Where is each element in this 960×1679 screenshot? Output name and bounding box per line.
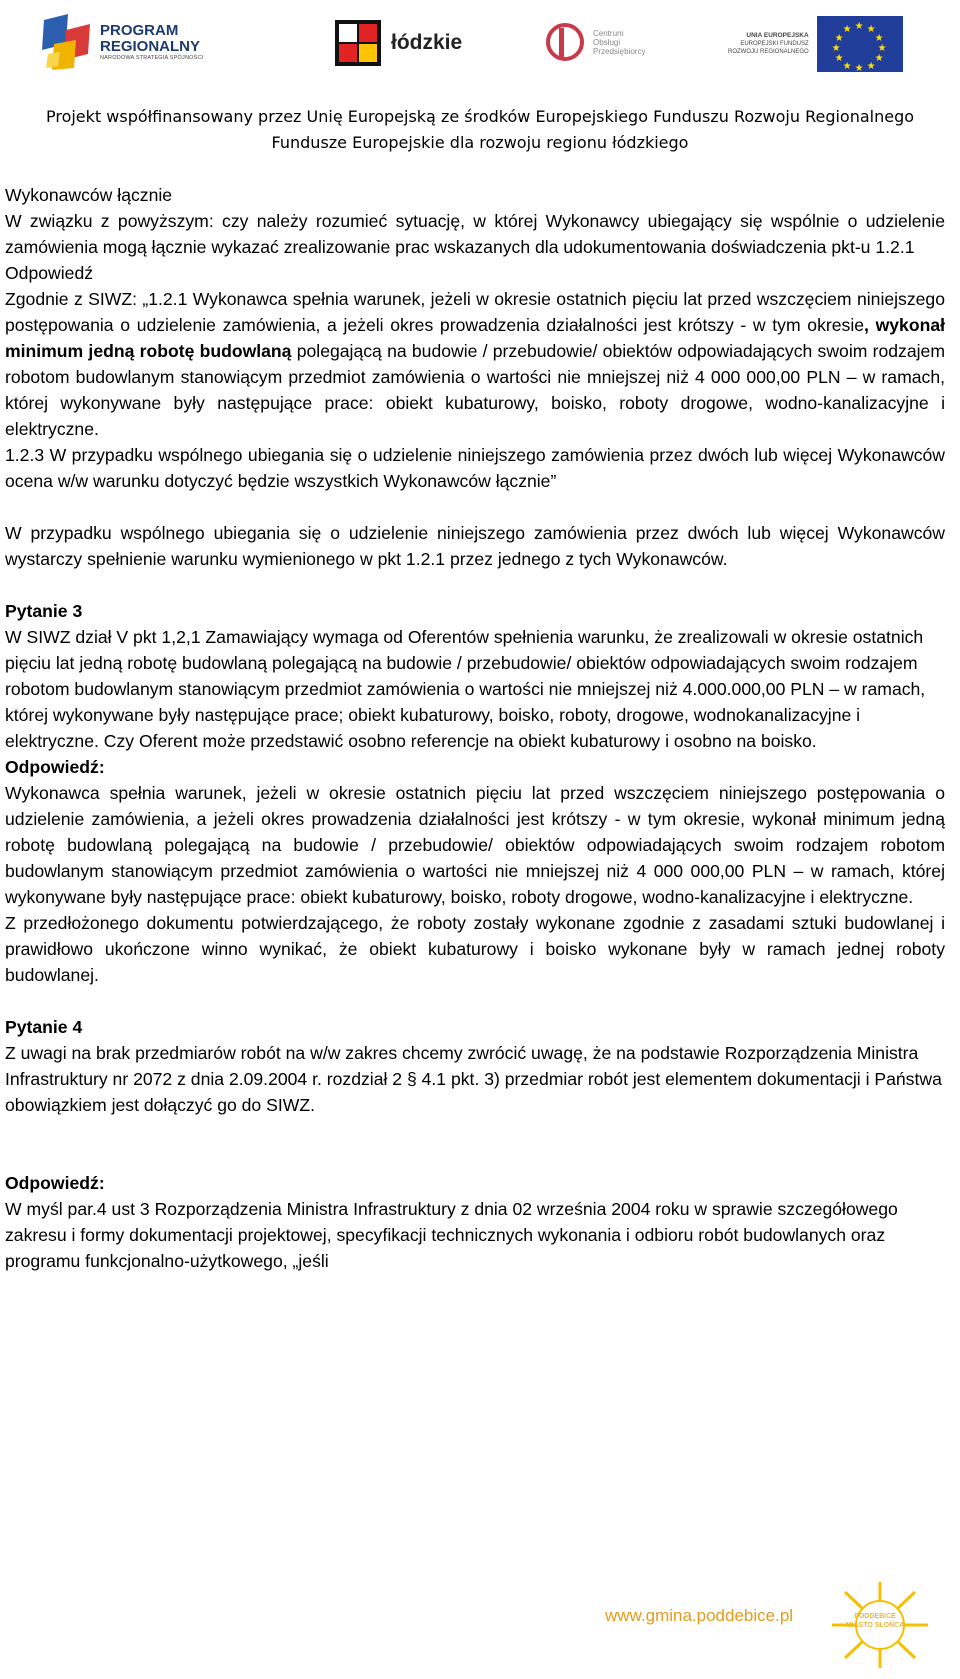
coi-line3: Przedsiębiorcy (593, 46, 646, 56)
answer-heading: Odpowiedź (5, 263, 94, 283)
sun-logo-line2: MIASTO SŁOŃCA (845, 1622, 905, 1629)
eu-flag-icon: ★ ★ ★ ★ ★ ★ ★ ★ ★ ★ ★ ★ (817, 16, 903, 72)
coi-line2: Obsługi (593, 37, 621, 47)
program-regionalny-logo (40, 14, 203, 70)
program-line1: PROGRAM (100, 21, 179, 39)
cofinancing-line1: Projekt współfinansowany przez Unię Europejską ze środków Europejskiego Funduszu Rozwoju Regionalnego (45, 107, 915, 126)
eu-line1: UNIA EUROPEJSKA (746, 32, 809, 39)
answer-4-title: Odpowiedź: (5, 1173, 105, 1193)
question-4-title: Pytanie 4 (5, 1017, 83, 1037)
program-sub: NARODOWA STRATEGIA SPÓJNOŚCI (100, 54, 204, 61)
sun-logo-text (845, 1612, 905, 1630)
question-3-title: Pytanie 3 (5, 601, 83, 621)
cofinancing-line2: Fundusze Europejskie dla rozwoju regionu łódzkiego (271, 133, 689, 152)
logo-bar (0, 0, 960, 88)
program-line2: REGIONALNY (100, 37, 201, 55)
footer-url[interactable]: www.gmina.poddebice.pl (605, 1606, 794, 1625)
question-4-text: Z uwagi na brak przedmiarów robót na w/w zakres chcemy zwrócić uwagę, że na podstawie Rozporządzenia Ministra Infrastruktury nr 2072 z dnia 2.09.2004 r. rozdział 2 § 4.1 pkt. 3) przedmiar robót jest elementem dokumentacji i Państwa obowiązkiem jest dołączyć go do SIWZ. (5, 1043, 942, 1115)
siwz-quote-part3: polegającą na budowie / przebudowie/ obiektów odpowiadających swoim rodzajem robotom budowlanym stanowiącym przedmiot zamówienia o wartości nie mniejszej niż 4 000 000,00 PLN – w ramach, której wykonywane były następujące prace: obiekt kubaturowy, boisko, roboty drogowe, wodno-kanalizacyjne i elektryczne. (5, 341, 945, 439)
siwz-quote-bold: , wykonał minimum jedną robotę budowlaną (5, 315, 945, 361)
eu-line3: ROZWOJU REGIONALNEGO (728, 49, 809, 55)
sun-logo-line1: PODDĘBICE (854, 1613, 896, 1620)
footer (0, 1580, 960, 1679)
coi-mark-icon (545, 18, 585, 66)
eu-logo (728, 16, 903, 72)
cofinancing-header (0, 104, 960, 156)
coi-logo (545, 18, 645, 66)
document-body (5, 182, 945, 1274)
answer-3-text2: Z przedłożonego dokumentu potwierdzającego, że roboty zostały wykonane zgodnie z zasadami sztuki budowlanej i prawidłowo ukończone winno wynikać, że obiekt kubaturowy i boisko wykonane były w ramach jednej roboty budowlanej. (5, 913, 945, 985)
paragraph-question-cont: W związku z powyższym: czy należy rozumieć sytuację, w której Wykonawcy ubiegający się wspólnie o udzielenie zamówienia mogą łącznie wykazać zrealizowanie prac wskazanych dla udokumentowania doświadczenia pkt-u 1.2.1 (5, 211, 945, 257)
lodzkie-logo (335, 20, 462, 66)
paragraph-wykonawcow: Wykonawców łącznie (5, 185, 173, 205)
paragraph-1-2-3: 1.2.3 W przypadku wspólnego ubiegania się o udzielenie niniejszego zamówienia przez dwóch lub więcej Wykonawców ocena w/w warunku dotyczyć będzie wszystkich Wykonawców łącznie” (5, 445, 945, 491)
answer-3-text1: Wykonawca spełnia warunek, jeżeli w okresie ostatnich pięciu lat przed wszczęciem niniejszego postępowania o udzielenie zamówienia, a jeżeli okres prowadzenia działalności jest krótszy - w tym okresie, wykonał minimum jedną robotę budowlaną polegającą na budowie / przebudowie/ obiektów odpowiadających swoim rodzajem robotom budowlanym stanowiącym przedmiot zamówienia o wartości nie mniejszej niż 4 000 000,00 PLN – w ramach, której wykonywane były następujące prace: obiekt kubaturowy, boisko, roboty drogowe, wodno-kanalizacyjne i elektryczne. (5, 783, 945, 907)
eu-line2: EUROPEJSKI FUNDUSZ (740, 41, 809, 47)
lodzkie-mark-icon (335, 20, 381, 66)
paragraph-siwz-quote (5, 286, 945, 442)
siwz-quote-part1: Zgodnie z SIWZ: „1.2.1 Wykonawca spełnia warunek, jeżeli w okresie ostatnich pięciu lat przed wszczęciem niniejszego postępowania o udzielenie zamówienia, a jeżeli okres prowadzenia działalności jest krótszy - w tym okresie (5, 289, 945, 335)
question-3-text: W SIWZ dział V pkt 1,2,1 Zamawiający wymaga od Oferentów spełnienia warunku, że zrealizowali w okresie ostatnich pięciu lat jedną robotę budowlaną polegającą na budowie / przebudowie/ obiektów odpowiadających swoim rodzajem robotom budowlanym stanowiącym przedmiot zamówienia o wartości nie mniejszej niż 4.000.000,00 PLN – w ramach, której wykonywane były następujące prace; obiekt kubaturowy, boisko, roboty, drogowe, wodnokanalizacyjne i elektryczne. Czy Oferent może przedstawić osobno referencje na obiekt kubaturowy i osobno na boisko. (5, 627, 926, 751)
answer-3-title: Odpowiedź: (5, 757, 105, 777)
program-regionalny-mark-icon (40, 14, 92, 70)
coi-line1: Centrum (593, 28, 624, 38)
answer-4-text: W myśl par.4 ust 3 Rozporządzenia Ministra Infrastruktury z dnia 02 września 2004 roku w sprawie szczegółowego zakresu i formy dokumentacji projektowej, specyfikacji technicznych wykonania i odbioru robót budowlanych oraz programu funkcjonalno-użytkowego, „jeśli (5, 1199, 898, 1271)
lodzkie-name: łódzkie (391, 31, 463, 54)
paragraph-joint-bid: W przypadku wspólnego ubiegania się o udzielenie niniejszego zamówienia przez dwóch lub więcej Wykonawców wystarczy spełnienie warunku wymienionego w pkt 1.2.1 przez jednego z tych Wykonawców. (5, 523, 945, 569)
